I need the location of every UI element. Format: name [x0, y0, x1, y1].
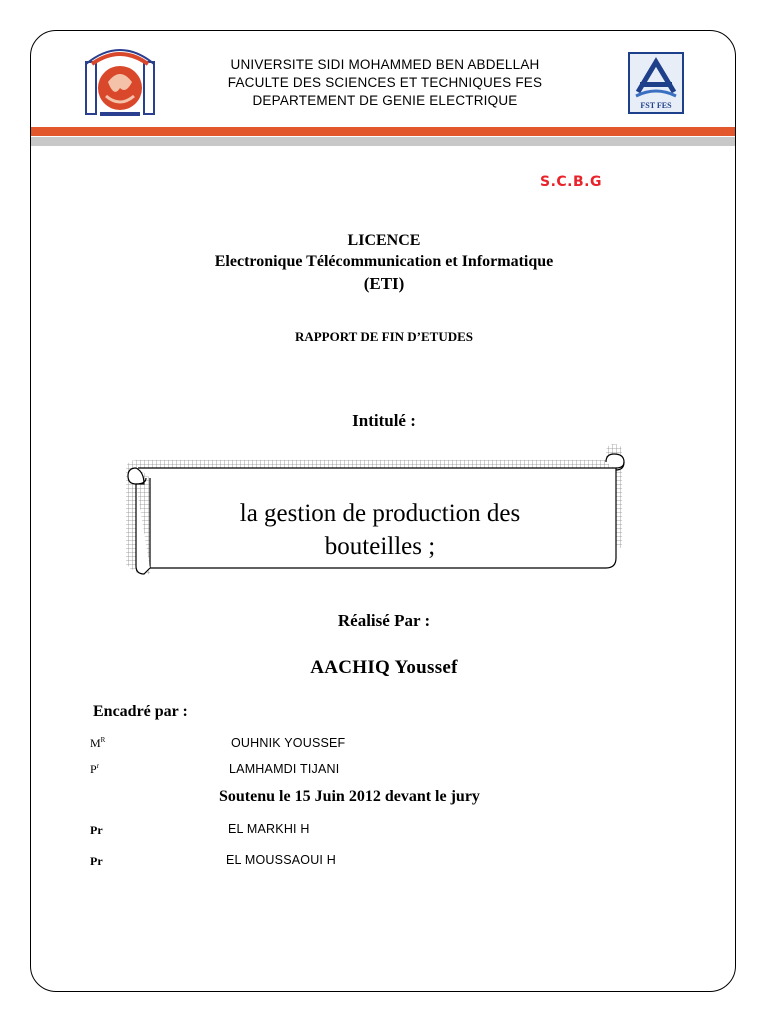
jury-2-name: EL MOUSSAOUI H [226, 853, 336, 867]
realise-label: Réalisé Par : [337, 611, 431, 630]
header-university: UNIVERSITE SIDI MOHAMMED BEN ABDELLAH [230, 57, 540, 72]
defense-line: Soutenu le 15 Juin 2012 devant le jury [219, 788, 480, 805]
jury-1-prefix: Pr [90, 823, 103, 837]
supervisor-1-name: OUHNIK YOUSSEF [231, 736, 346, 750]
university-logo [80, 42, 160, 120]
company-tag: S.C.B.G [540, 174, 602, 190]
report-title-line1: la gestion de production des [239, 500, 521, 527]
degree-field: Electronique Télécommunication et Informatique [214, 253, 554, 270]
fst-fes-logo [628, 52, 684, 114]
header-faculty: FACULTE DES SCIENCES ET TECHNIQUES FES [227, 75, 543, 90]
report-type: RAPPORT DE FIN D’ETUDES [294, 329, 474, 344]
institution-header [200, 56, 570, 110]
supervisor-2-prefix: $P^r$ [90, 762, 100, 776]
header-grey-bar [31, 137, 735, 146]
jury-1-name: EL MARKHI H [228, 822, 310, 836]
degree-licence: LICENCE [347, 232, 421, 249]
supervisor-1-prefix: $M^R$ [90, 736, 106, 750]
supervisor-label: Encadré par : [93, 703, 188, 720]
report-title [150, 497, 610, 563]
supervisor-2-name: LAMHAMDI TIJANI [229, 762, 340, 776]
report-title-line2: bouteilles ; [324, 533, 436, 560]
author-name: AACHIQ Youssef [310, 657, 458, 678]
degree-abbreviation: (ETI) [363, 274, 405, 293]
fst-logo-text: FST FES [640, 101, 672, 110]
intitule-label: Intitulé : [352, 411, 416, 430]
header-department: DEPARTEMENT DE GENIE ELECTRIQUE [252, 93, 518, 108]
jury-2-prefix: Pr [90, 854, 103, 868]
header-orange-bar [31, 127, 735, 136]
